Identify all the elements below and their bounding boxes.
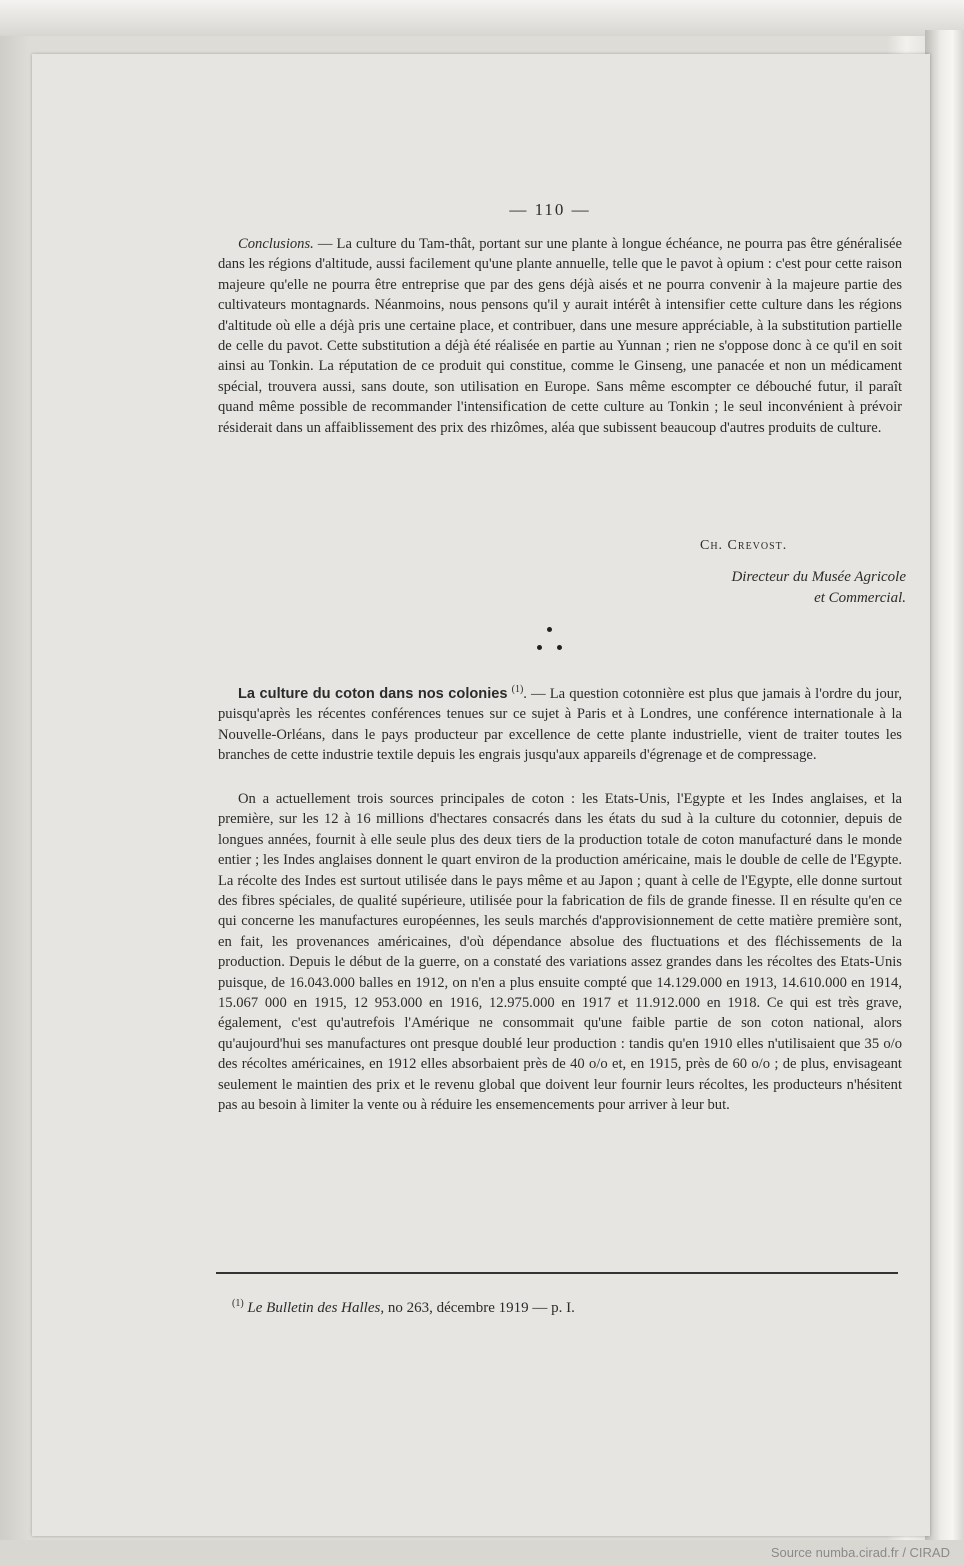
book-page-edge <box>925 30 964 1540</box>
footnote-marker: (1) <box>232 1298 244 1309</box>
book-top-edge <box>0 0 964 36</box>
coton-heading: La culture du coton dans nos colonies <box>238 685 508 702</box>
signature-title <box>560 567 906 609</box>
conclusions-lead: Conclusions. <box>238 236 314 252</box>
conclusions-paragraph <box>218 234 902 438</box>
signature-title-line1: Directeur du Musée Agricole <box>731 569 906 585</box>
asterism-dot <box>537 645 542 650</box>
asterism-dot <box>547 627 552 632</box>
image-credit: Source numba.cirad.fr / CIRAD <box>770 1545 950 1560</box>
asterism-separator <box>530 625 570 655</box>
coton-sources-paragraph <box>218 789 902 1116</box>
footnote-divider <box>216 1272 898 1274</box>
coton-intro-paragraph <box>218 680 902 765</box>
footnote-details: , no 263, décembre 1919 — p. I. <box>380 1300 575 1316</box>
signature-name: Ch. Crevost. <box>700 538 788 553</box>
footnote <box>232 1298 872 1317</box>
coton-para1-text: . — La question cotonnière est plus que jamais à l'ordre du jour, puisqu'après les récentes conférences tenues sur ce sujet à Paris et à Londres, une conférence internationale à la Nouvelle-Orléans, dans le pays producteur par excellence de cette plante industrielle, vient de traiter toutes les branches de cette industrie textile depuis les engrais jusqu'aux appareils d'égrenage et de compressage. <box>218 685 902 764</box>
coton-para2-text: On a actuellement trois sources principales de coton : les Etats-Unis, l'Egypte et les Indes anglaises, et la première, sur les 12 à 16 millions d'hectares consacrés dans les états du sud à la culture du cotonnier, depuis de longues années, fournit à elle seule plus des deux tiers de la production totale de coton manufacturé dans le monde entier ; les Indes anglaises donnent le quart environ de la production américaine, mais le double de celle de l'Egypte. La récolte des Indes est surtout utilisée dans le pays même et au Japon ; quant à celle de l'Egypte, elle donne surtout des fibres spéciales, de qualité supérieure, utilisée pour la fabrication de fils de grande finesse. Il en résulte qu'en ce qui concerne les manufactures européennes, les seuls marchés d'approvisionnement de cette matière première sont, en fait, les provenances américaines, d'où dépendance absolue des fluctuations et des fléchissements de la production. Depuis le début de la guerre, on a constaté des variations assez grandes dans les récoltes des Etats-Unis puisque, de 16.043.000 balles en 1912, on n'en a plus ensuite compté que 14.129.000 en 1913, 14.610.000 en 1914, 15.067 000 en 1915, 12 953.000 en 1916, 12.975.000 en 1917 et 11.912.000 en 1918. Ce qui est très grave, également, c'est qu'autrefois l'Amérique ne consommait qu'une faible partie de son coton national, alors qu'aujourd'hui ses manufactures ont presque doublé leur production : tandis qu'en 1910 elles n'utilisaient que 35 o/o des récoltes américaines, en 1912 elles absorbaient près de 40 o/o et, en 1915, près de 60 o/o ; de plus, envisageant seulement le maintien des prix et le revenu global que doivent leur fournir leurs récoltes, les producteurs n'hésitent pas au besoin à limiter la vente ou à réduire les ensemencements pour arriver à leur but. <box>218 791 902 1114</box>
footnote-reference: (1) <box>511 684 524 695</box>
conclusions-text: — La culture du Tam-thât, portant sur une plante à longue échéance, ne pourra pas être généralisée dans les régions d'altitude, aussi facilement qu'une plante annuelle, telle que le pavot à opium : c'est pour cette raison majeure qu'elle ne pourra être entreprise que par des gens déjà aisés et ne pourra convenir à la majeure partie des cultivateurs montagnards. Néanmoins, nous pensons qu'il y aurait intérêt à intensifier cette culture dans les régions d'altitude où elle a déjà pris une certaine place, et contribuer, dans une mesure appréciable, à la substitution partielle de celle du pavot. Cette substitution a déjà été réalisée en partie au Yunnan ; rien ne s'oppose donc à ce qu'il en soit ainsi au Tonkin. La réputation de ce produit qui constitue, comme le Ginseng, une panacée et non un médicament spécial, trouvera aussi, sans doute, son utilisation en Europe. Sans même escompter ce débouché futur, il paraît quand même possible de recommander l'intensification de cette culture au Tonkin ; le seul inconvénient à prévoir résiderait dans un affaiblissement des prix des rhizômes, aléa que subissent beaucoup d'autres produits de culture. <box>218 236 902 436</box>
page-number: — 110 — <box>509 200 591 219</box>
asterism-dot <box>557 645 562 650</box>
footnote-source-title: Le Bulletin des Halles <box>247 1300 381 1316</box>
signature-title-line2: et Commercial. <box>814 590 906 606</box>
